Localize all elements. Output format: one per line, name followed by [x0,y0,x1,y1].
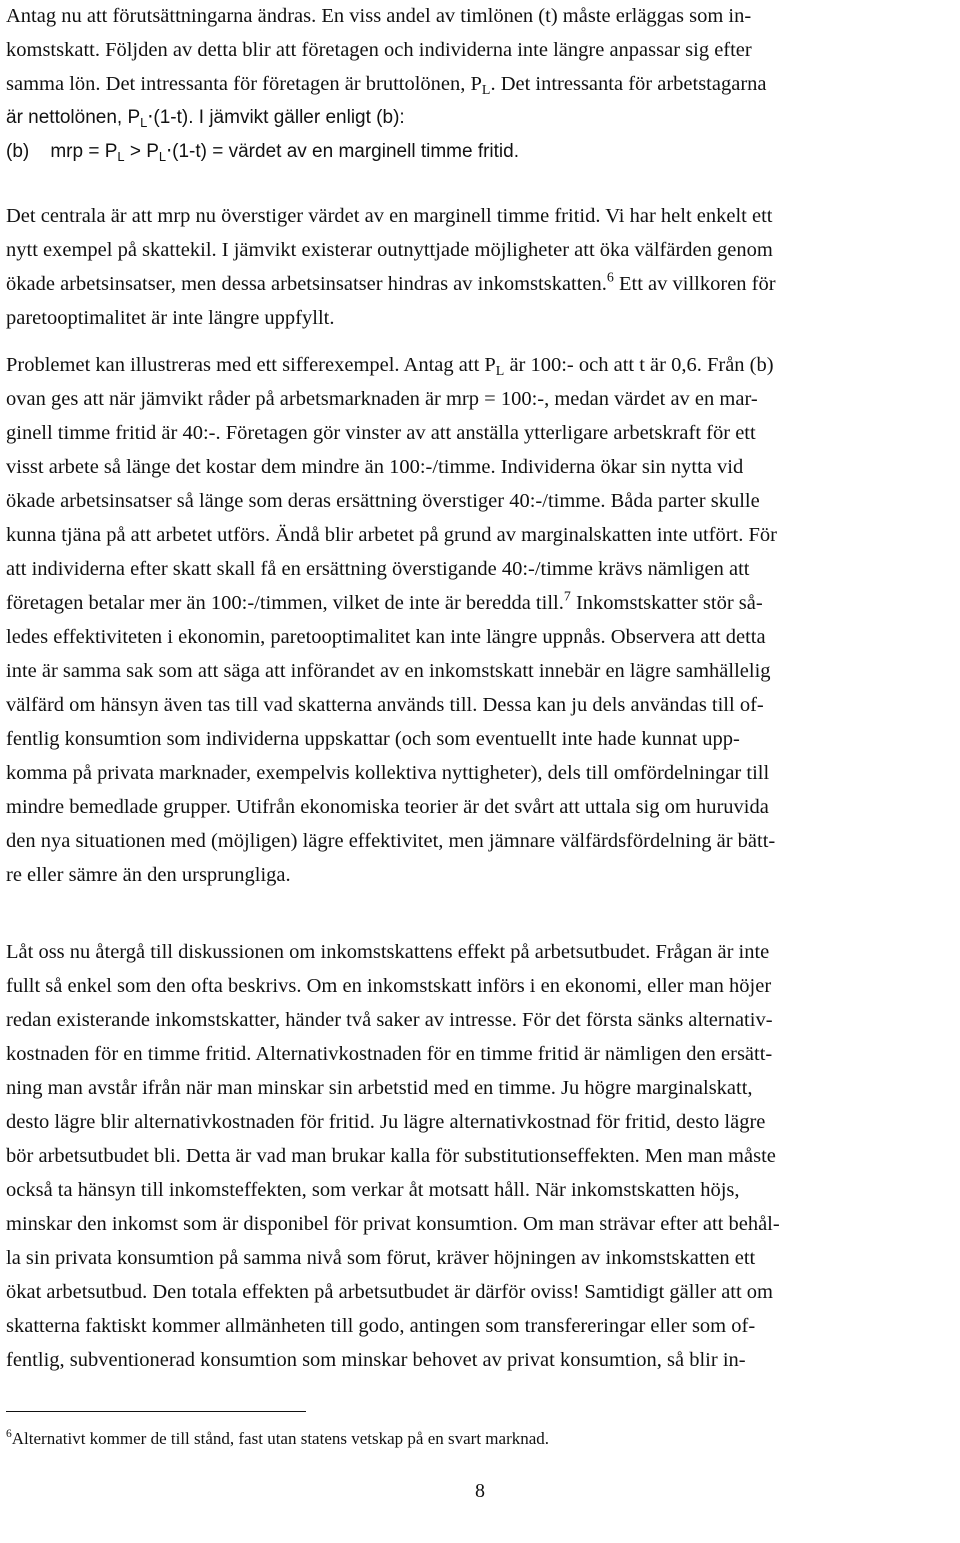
text-line: paretooptimalitet är inte längre uppfyllt. [6,307,335,329]
text-run: företagen betalar mer än 100:-/timmen, vilket de inte är beredda till. [6,592,564,614]
text-line: ökade arbetsinsatser så länge som deras ersättning överstiger 40:-/timme. Båda parter skulle [6,490,760,512]
text-line: ovan ges att när jämvikt råder på arbetsmarknaden är mrp = 100:-, medan värdet av en mar- [6,388,758,410]
text-line: kunna tjäna på att arbetet utförs. Ändå blir arbetet på grund av marginalskatten inte utfört. För [6,524,777,546]
text-line: minskar den inkomst som är disponibel för privat konsumtion. Om man strävar efter att behål- [6,1213,780,1235]
text-run: . Det intressanta för arbetstagarna [490,73,767,95]
text-line: också ta hänsyn till inkomsteffekten, som verkar åt motsatt håll. När inkomstskatten höjs, [6,1179,740,1201]
footnote-6 [6,1425,549,1453]
text-line [6,586,954,620]
footnote-ref-6: 6 [606,270,614,286]
page-number: 8 [475,1480,485,1502]
subscript-l: L [117,148,125,164]
text-line: desto lägre blir alternativkostnaden för fritid. Ju lägre alternativkostnad för fritid, desto lägre [6,1111,766,1133]
text-line: komma på privata marknader, exempelvis kollektiva nyttigheter), dels till omfördelningar till [6,762,770,784]
text-line: visst arbete så länge det kostar dem mindre än 100:-/timme. Individerna ökar sin nytta vid [6,456,744,478]
text-run: Inkomstskatter stör så- [570,592,763,614]
text-line: re eller sämre än den ursprungliga. [6,864,291,886]
text-run: Ett av villkoren för [613,273,776,295]
text-line: ledes effektiviteten i ekonomin, paretooptimalitet kan inte längre uppnås. Observera att detta [6,626,766,648]
text-run: ökade arbetsinsatser, men dessa arbetsinsatser hindras av inkomstskatten. [6,273,607,295]
text-run: Problemet kan illustreras med ett sifferexempel. Antag att P [6,354,496,376]
text-run: samma lön. Det intressanta för företagen är bruttolönen, P [6,73,482,95]
text-line: fentlig konsumtion som individerna uppskattar (och som eventuellt inte hade kunnat upp- [6,728,740,750]
text-line: fentlig, subventionerad konsumtion som minskar behovet av privat konsumtion, så blir in- [6,1349,746,1371]
footnote-text: Alternativt kommer de till stånd, fast utan statens vetskap på en svart marknad. [11,1429,550,1448]
footnote-ref-7: 7 [563,589,571,605]
text-line: komstskatt. Följden av detta blir att företagen och individerna inte längre anpassar sig efter [6,39,752,61]
subscript-l: L [158,148,167,164]
text-line [6,348,954,382]
text-line: skatterna faktiskt kommer allmänheten till godo, antingen som transfereringar eller som of- [6,1315,756,1337]
text-line [6,67,954,101]
text-line: bör arbetsutbudet bli. Detta är vad man brukar kalla för substitutionseffekten. Men man måste [6,1145,776,1167]
text-line [6,101,954,135]
text-line [6,267,954,301]
text-run: är 100:- och att t är 0,6. Från (b) [504,354,774,376]
text-line: den nya situationen med (möjligen) lägre effektivitet, men jämnare välfärdsfördelning är bätt- [6,830,776,852]
text-line: fullt så enkel som den ofta beskrivs. Om en inkomstskatt införs i en ekonomi, eller man höjer [6,975,772,997]
paragraph-numeric-example [6,348,954,892]
text-line: inte är samma sak som att säga att införandet av en inkomstskatt innebär en lägre samhällelig [6,660,771,682]
text-line: kostnaden för en timme fritid. Alternativkostnaden för en timme fritid är nämligen den ersätt- [6,1043,773,1065]
text-line: att individerna efter skatt skall få en ersättning överstigande 40:-/timme krävs nämligen att [6,558,750,580]
text-line: la sin privata konsumtion på samma nivå som förut, kräver höjningen av inkomstskatten ett [6,1247,756,1269]
subscript-l: L [140,114,148,130]
paragraph-labor-supply [6,935,954,1377]
subscript-l: L [495,364,505,380]
text-line: Antag nu att förutsättningarna ändras. En viss andel av timlönen (t) måste erläggas som in- [6,5,752,27]
text-line: mindre bemedlade grupper. Utifrån ekonomiska teorier är det svårt att uttala sig om huruvida [6,796,769,818]
text-run: (b) mrp = P [6,141,118,162]
subscript-l: L [481,83,491,99]
text-line: ökat arbetsutbud. Den totala effekten på arbetsutbudet är därför oviss! Samtidigt gäller att om [6,1281,773,1303]
text-run: ⋅(1-t). I jämvikt gäller enligt (b): [147,107,405,128]
text-line: välfärd om hänsyn även tas till vad skatterna används till. Dessa kan ju dels användas till of- [6,694,764,716]
footnote-divider [6,1411,306,1412]
text-run: är nettolönen, P [6,107,141,128]
text-line: Låt oss nu återgå till diskussionen om inkomstskattens effekt på arbetsutbudet. Frågan är inte [6,941,770,963]
text-line: ning man avstår ifrån när man minskar sin arbetstid med en timme. Ju högre marginalskatt, [6,1077,753,1099]
text-line: redan existerande inkomstskatter, händer två saker av intresse. För det första sänks alternativ- [6,1009,773,1031]
footnote-marker: 6 [6,1427,12,1441]
text-line: Det centrala är att mrp nu överstiger värdet av en marginell timme fritid. Vi har helt enkelt ett [6,205,773,227]
text-run: > P [124,141,159,162]
paragraph-tax-intro [6,0,954,169]
text-line: ginell timme fritid är 40:-. Företagen gör vinster av att anställa ytterligare arbetskraft för ett [6,422,756,444]
text-run: ⋅(1-t) = värdet av en marginell timme fritid. [166,141,519,162]
text-line: nytt exempel på skattekil. I jämvikt existerar outnyttjade möjligheter att öka välfärden genom [6,239,773,261]
paragraph-tax-wedge [6,199,954,335]
equation-b [6,135,954,169]
